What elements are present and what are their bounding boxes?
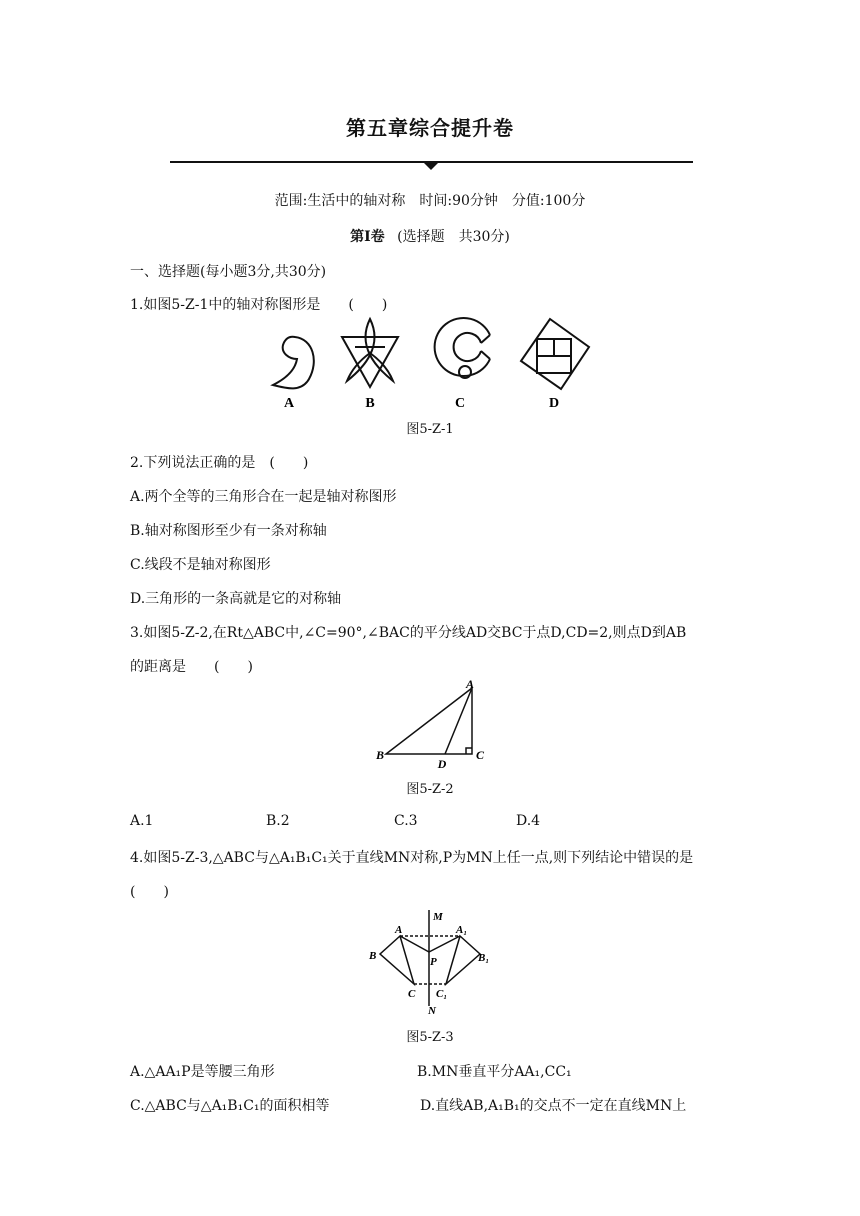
q2-stem: 2.下列说法正确的是 ( ) xyxy=(130,455,309,471)
q4-label-m: M xyxy=(433,911,443,923)
q3-stem-line2: 的距离是 ( ) xyxy=(130,659,253,675)
page-title: 第五章综合提升卷 xyxy=(346,116,514,140)
q3-label-c: C xyxy=(475,748,485,762)
part1-label: 第Ⅰ卷 xyxy=(350,229,385,245)
q4-caption: 图5-Z-3 xyxy=(406,1030,454,1045)
q4-option-c: C.△ABC与△A₁B₁C₁的面积相等 xyxy=(130,1098,330,1114)
part1-heading xyxy=(0,226,860,246)
exam-info: 范围:生活中的轴对称 时间:90分钟 分值:100分 xyxy=(274,193,586,209)
q4-label-c1: C₁ xyxy=(436,988,448,1000)
q1-stem: 1.如图5-Z-1中的轴对称图形是 ( ) xyxy=(130,297,388,313)
q4-label-b: B xyxy=(369,950,377,962)
q1-shape-b xyxy=(342,319,398,387)
q2-option-d: D.三角形的一条高就是它的对称轴 xyxy=(130,591,342,607)
q4-label-n: N xyxy=(428,1005,436,1016)
q4-option-b: B.MN垂直平分AA₁,CC₁ xyxy=(417,1064,572,1080)
q4-option-a: A.△AA₁P是等腰三角形 xyxy=(130,1064,275,1080)
q4-option-d: D.直线AB,A₁B₁的交点不一定在直线MN上 xyxy=(420,1098,687,1114)
q4-label-p: P xyxy=(430,956,437,968)
q1-shape-c xyxy=(435,318,490,378)
q4-figure xyxy=(362,906,502,1016)
q4-label-c: C xyxy=(408,988,416,1000)
q1-shape-a xyxy=(273,337,314,389)
q1-label-a: A xyxy=(283,396,295,411)
q3-figure xyxy=(370,675,500,775)
q4-label-a: A xyxy=(395,924,403,936)
q3-label-a: A xyxy=(465,677,475,691)
q4-stem-line2: ( ) xyxy=(130,884,169,900)
q4-stem-line1: 4.如图5-Z-3,△ABC与△A₁B₁C₁关于直线MN对称,P为MN上任一点,则下列结论中错误的是 xyxy=(130,850,694,866)
q3-stem-line1: 3.如图5-Z-2,在Rt△ABC中,∠C=90°,∠BAC的平分线AD交BC于点D,CD=2,则点D到AB xyxy=(130,625,687,641)
q3-option-a: A.1 xyxy=(130,813,154,829)
section1-heading: 一、选择题(每小题3分,共30分) xyxy=(130,264,327,280)
q2-option-a: A.两个全等的三角形合在一起是轴对称图形 xyxy=(130,489,397,505)
q4-label-b1: B₁ xyxy=(478,952,490,964)
q1-caption: 图5-Z-1 xyxy=(406,422,454,437)
q2-option-b: B.轴对称图形至少有一条对称轴 xyxy=(130,523,327,539)
title-rule-arrow xyxy=(423,162,439,170)
q3-label-d: D xyxy=(437,757,447,771)
part1-desc: (选择题 共30分) xyxy=(397,229,510,245)
q2-option-c: C.线段不是轴对称图形 xyxy=(130,557,271,573)
q3-option-b: B.2 xyxy=(266,813,290,829)
q3-label-b: B xyxy=(375,748,385,762)
q1-label-b: B xyxy=(365,396,375,411)
q3-option-d: D.4 xyxy=(516,813,541,829)
q1-shape-d xyxy=(521,319,589,389)
q1-label-c: C xyxy=(454,396,466,411)
q1-label-d: D xyxy=(548,396,560,411)
q4-label-a1: A₁ xyxy=(456,924,468,936)
q3-option-c: C.3 xyxy=(394,813,418,829)
q3-caption: 图5-Z-2 xyxy=(406,782,454,797)
q1-figure xyxy=(255,315,605,415)
